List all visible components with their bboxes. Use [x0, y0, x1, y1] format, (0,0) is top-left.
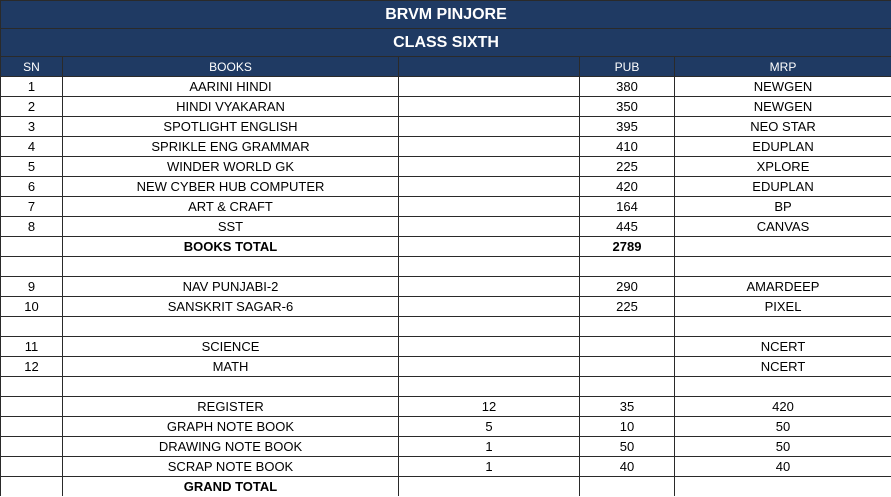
cell-sn[interactable]: 7: [1, 197, 63, 217]
cell-mrp[interactable]: 420: [675, 397, 891, 417]
cell-sn[interactable]: 4: [1, 137, 63, 157]
cell-sn[interactable]: 8: [1, 217, 63, 237]
cell-pub[interactable]: 164: [580, 197, 675, 217]
cell-mrp[interactable]: NCERT: [675, 357, 891, 377]
cell-pub[interactable]: 225: [580, 157, 675, 177]
table-row: [1, 357, 891, 377]
cell-sn[interactable]: [1, 417, 63, 437]
cell-mrp[interactable]: NEWGEN: [675, 77, 891, 97]
cell-sn[interactable]: 11: [1, 337, 63, 357]
cell-qty[interactable]: [399, 377, 580, 397]
cell-book[interactable]: [63, 377, 399, 397]
cell-pub[interactable]: [580, 377, 675, 397]
cell-mrp[interactable]: 50: [675, 417, 891, 437]
table-row: [1, 137, 891, 157]
column-header-mrp[interactable]: MRP: [675, 57, 891, 77]
cell-sn[interactable]: 5: [1, 157, 63, 177]
table-row: [1, 397, 891, 417]
cell-sn[interactable]: 3: [1, 117, 63, 137]
table-row: [1, 477, 891, 497]
cell-mrp[interactable]: CANVAS: [675, 217, 891, 237]
cell-pub[interactable]: 10: [580, 417, 675, 437]
cell-qty[interactable]: [399, 177, 580, 197]
cell-mrp[interactable]: [675, 377, 891, 397]
cell-pub[interactable]: [580, 317, 675, 337]
cell-mrp[interactable]: NCERT: [675, 337, 891, 357]
table-row: [1, 197, 891, 217]
cell-pub[interactable]: [580, 257, 675, 277]
cell-mrp[interactable]: XPLORE: [675, 157, 891, 177]
cell-pub[interactable]: 50: [580, 437, 675, 457]
cell-qty[interactable]: [399, 357, 580, 377]
cell-mrp[interactable]: 50: [675, 437, 891, 457]
school-title: BRVM PINJORE: [1, 1, 891, 29]
cell-sn[interactable]: 10: [1, 297, 63, 317]
cell-qty[interactable]: [399, 77, 580, 97]
cell-book[interactable]: BOOKS TOTAL: [63, 237, 399, 257]
cell-qty[interactable]: [399, 197, 580, 217]
cell-sn[interactable]: [1, 237, 63, 257]
cell-book[interactable]: SCRAP NOTE BOOK: [63, 457, 399, 477]
cell-qty[interactable]: [399, 257, 580, 277]
table-row: [1, 377, 891, 397]
cell-sn[interactable]: 1: [1, 77, 63, 97]
cell-qty[interactable]: [399, 217, 580, 237]
cell-book[interactable]: ART & CRAFT: [63, 197, 399, 217]
cell-book[interactable]: GRAPH NOTE BOOK: [63, 417, 399, 437]
cell-qty[interactable]: [399, 237, 580, 257]
cell-sn[interactable]: 12: [1, 357, 63, 377]
cell-qty[interactable]: 5: [399, 417, 580, 437]
cell-mrp[interactable]: NEWGEN: [675, 97, 891, 117]
cell-mrp[interactable]: 40: [675, 457, 891, 477]
column-header-pub[interactable]: PUB: [580, 57, 675, 77]
cell-pub[interactable]: 445: [580, 217, 675, 237]
cell-mrp[interactable]: NEO STAR: [675, 117, 891, 137]
table-row: [1, 457, 891, 477]
cell-book[interactable]: [63, 317, 399, 337]
cell-qty[interactable]: 1: [399, 457, 580, 477]
cell-book[interactable]: NAV PUNJABI-2: [63, 277, 399, 297]
cell-book[interactable]: SPRIKLE ENG GRAMMAR: [63, 137, 399, 157]
cell-mrp[interactable]: BP: [675, 197, 891, 217]
cell-sn[interactable]: [1, 457, 63, 477]
cell-pub[interactable]: [580, 477, 675, 497]
cell-pub[interactable]: 40: [580, 457, 675, 477]
cell-book[interactable]: AARINI HINDI: [63, 77, 399, 97]
cell-mrp[interactable]: [675, 237, 891, 257]
class-title: CLASS SIXTH: [1, 29, 891, 57]
cell-pub[interactable]: 225: [580, 297, 675, 317]
cell-sn[interactable]: [1, 257, 63, 277]
column-header-qty[interactable]: [399, 57, 580, 77]
table-row: [1, 297, 891, 317]
cell-book[interactable]: NEW CYBER HUB COMPUTER: [63, 177, 399, 197]
cell-pub[interactable]: [580, 337, 675, 357]
cell-pub[interactable]: 290: [580, 277, 675, 297]
cell-qty[interactable]: [399, 117, 580, 137]
cell-pub[interactable]: [580, 357, 675, 377]
cell-pub[interactable]: 410: [580, 137, 675, 157]
cell-mrp[interactable]: EDUPLAN: [675, 137, 891, 157]
cell-sn[interactable]: [1, 477, 63, 497]
table-row: [1, 117, 891, 137]
cell-mrp[interactable]: [675, 257, 891, 277]
cell-book[interactable]: GRAND TOTAL: [63, 477, 399, 497]
cell-qty[interactable]: 12: [399, 397, 580, 417]
cell-sn[interactable]: [1, 397, 63, 417]
cell-pub[interactable]: 2789: [580, 237, 675, 257]
table-row: [1, 157, 891, 177]
cell-book[interactable]: REGISTER: [63, 397, 399, 417]
cell-qty[interactable]: [399, 97, 580, 117]
cell-mrp[interactable]: AMARDEEP: [675, 277, 891, 297]
cell-mrp[interactable]: [675, 477, 891, 497]
table-row: [1, 317, 891, 337]
cell-mrp[interactable]: [675, 317, 891, 337]
cell-qty[interactable]: 1: [399, 437, 580, 457]
table-row: [1, 177, 891, 197]
cell-sn[interactable]: 9: [1, 277, 63, 297]
cell-qty[interactable]: [399, 277, 580, 297]
table-row: [1, 77, 891, 97]
cell-pub[interactable]: 380: [580, 77, 675, 97]
table-row: [1, 97, 891, 117]
cell-qty[interactable]: [399, 337, 580, 357]
column-header-sn[interactable]: SN: [1, 57, 63, 77]
cell-book[interactable]: HINDI VYAKARAN: [63, 97, 399, 117]
cell-book[interactable]: SST: [63, 217, 399, 237]
cell-mrp[interactable]: PIXEL: [675, 297, 891, 317]
cell-sn[interactable]: 2: [1, 97, 63, 117]
cell-sn[interactable]: [1, 317, 63, 337]
table-row: [1, 257, 891, 277]
cell-sn[interactable]: [1, 437, 63, 457]
cell-pub[interactable]: 35: [580, 397, 675, 417]
cell-qty[interactable]: [399, 137, 580, 157]
cell-book[interactable]: DRAWING NOTE BOOK: [63, 437, 399, 457]
cell-pub[interactable]: 395: [580, 117, 675, 137]
table-row: [1, 417, 891, 437]
cell-sn[interactable]: 6: [1, 177, 63, 197]
cell-book[interactable]: SCIENCE: [63, 337, 399, 357]
cell-pub[interactable]: 350: [580, 97, 675, 117]
cell-mrp[interactable]: EDUPLAN: [675, 177, 891, 197]
table-row: [1, 337, 891, 357]
cell-qty[interactable]: [399, 317, 580, 337]
cell-qty[interactable]: [399, 297, 580, 317]
table-row: [1, 217, 891, 237]
table-row: [1, 237, 891, 257]
column-header-books[interactable]: BOOKS: [63, 57, 399, 77]
cell-book[interactable]: [63, 257, 399, 277]
cell-book[interactable]: SANSKRIT SAGAR-6: [63, 297, 399, 317]
cell-book[interactable]: MATH: [63, 357, 399, 377]
cell-book[interactable]: WINDER WORLD GK: [63, 157, 399, 177]
table-row: [1, 277, 891, 297]
cell-sn[interactable]: [1, 377, 63, 397]
table-row: [1, 437, 891, 457]
cell-qty[interactable]: [399, 477, 580, 497]
cell-qty[interactable]: [399, 157, 580, 177]
cell-book[interactable]: SPOTLIGHT ENGLISH: [63, 117, 399, 137]
cell-pub[interactable]: 420: [580, 177, 675, 197]
